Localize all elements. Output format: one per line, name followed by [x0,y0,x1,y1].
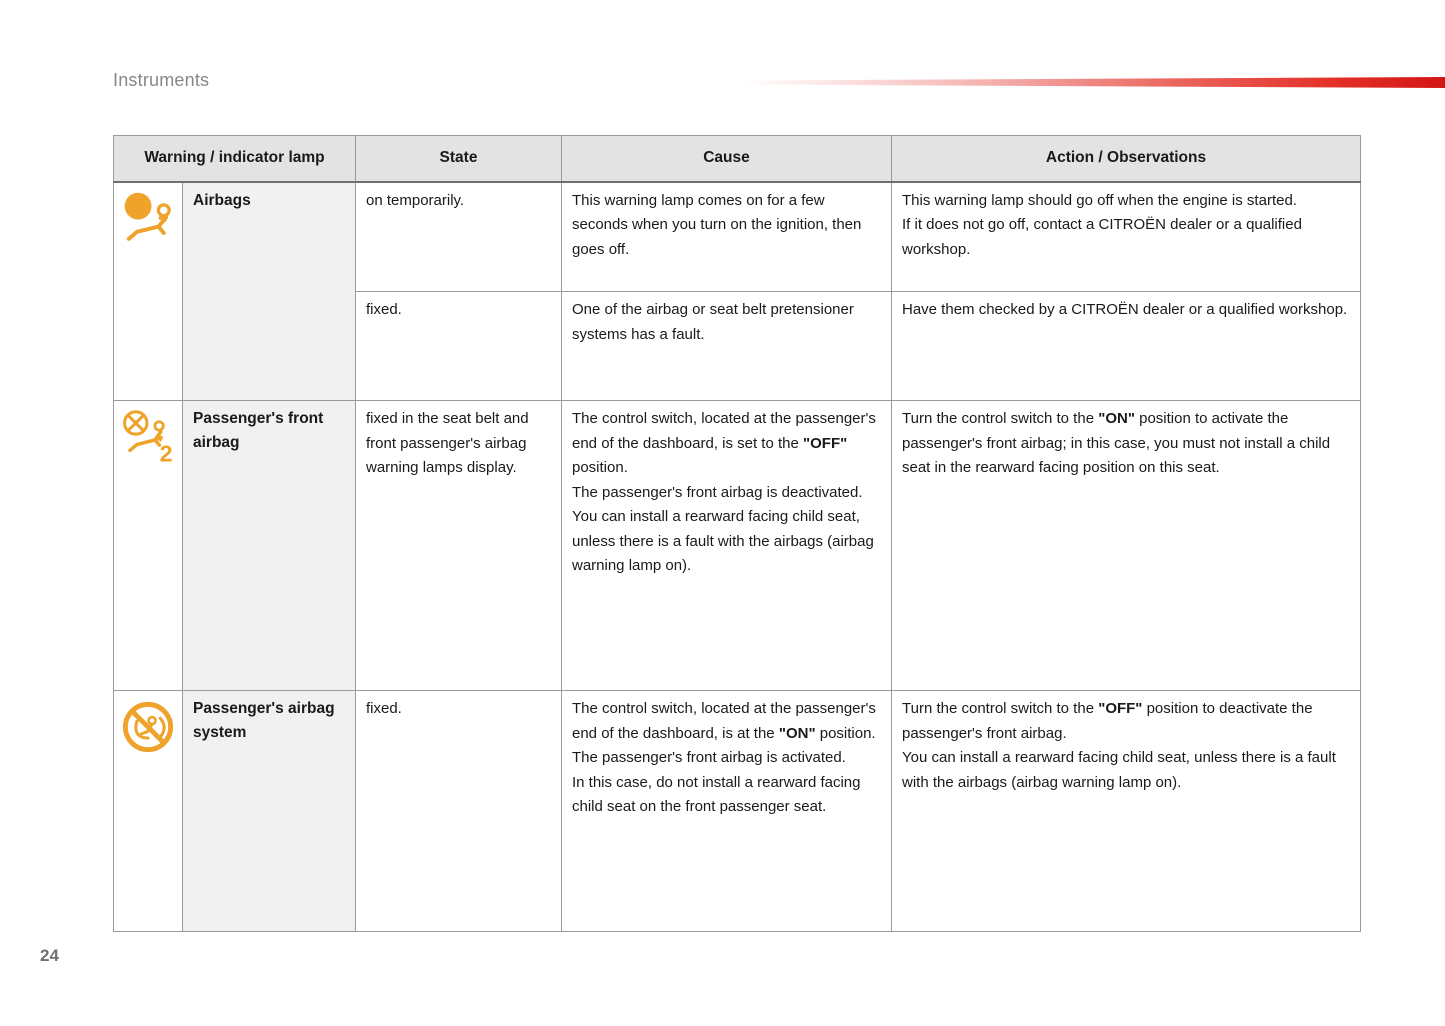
child-seat-prohibition-icon [120,699,176,755]
airbag-system-action-cell: Turn the control switch to the "OFF" position to deactivate the passenger's front airbag. You can install a rearward facing child seat, unless there is a fault with the airbags (airbag warning lamp on). [892,691,1361,932]
red-accent-bar [737,77,1445,88]
table-row [114,691,1361,932]
col-header-warning-indicator-lamp: Warning / indicator lamp [114,136,356,182]
front-airbag-cause-cell: The control switch, located at the passenger's end of the dashboard, is set to the "OFF" position. The passenger's front airbag is deactivated. You can install a rearward facing child seat, unless there is a fault with the airbags (airbag warning lamp on). [562,401,892,691]
table-row [114,182,1361,292]
airbags-state-2-cell: fixed. [356,292,562,401]
warning-lamps-table [113,135,1361,932]
airbag-system-cause-cell: The control switch, located at the passenger's end of the dashboard, is at the "ON" position. The passenger's front airbag is activated. In this case, do not install a rearward facing child seat on the front passenger seat. [562,691,892,932]
row-label-passengers-airbag-system: Passenger's airbag system [183,691,356,932]
col-header-action-observations: Action / Observations [892,136,1361,182]
airbag-system-state-cell: fixed. [356,691,562,932]
airbags-action-1-cell: This warning lamp should go off when the engine is started. If it does not go off, contact a CITROËN dealer or a qualified workshop. [892,182,1361,292]
section-title: Instruments [113,70,210,90]
airbags-state-1-cell: on temporarily. [356,182,562,292]
icon-badge-2: 2 [159,440,173,465]
table-header-row [114,136,1361,182]
airbags-cause-2-cell: One of the airbag or seat belt pretensioner systems has a fault. [562,292,892,401]
row-label-passengers-front-airbag: Passenger's front airbag [183,401,356,691]
front-airbag-icon-cell [114,401,183,691]
airbag-system-icon-cell [114,691,183,932]
airbags-action-2-cell: Have them checked by a CITROËN dealer or a qualified workshop. [892,292,1361,401]
row-label-airbags: Airbags [183,182,356,401]
passenger-airbag-deactivated-icon [120,409,176,465]
col-header-state: State [356,136,562,182]
col-header-cause: Cause [562,136,892,182]
airbags-cause-1-cell: This warning lamp comes on for a few seconds when you turn on the ignition, then goes off. [562,182,892,292]
airbags-icon-cell [114,182,183,401]
front-airbag-state-cell: fixed in the seat belt and front passenger's airbag warning lamps display. [356,401,562,691]
page-number: 24 [40,946,59,965]
front-airbag-action-cell: Turn the control switch to the "ON" position to activate the passenger's front airbag; in this case, you must not install a child seat in the rearward facing position on this seat. [892,401,1361,691]
table-row [114,401,1361,691]
airbag-warning-icon [120,191,176,247]
